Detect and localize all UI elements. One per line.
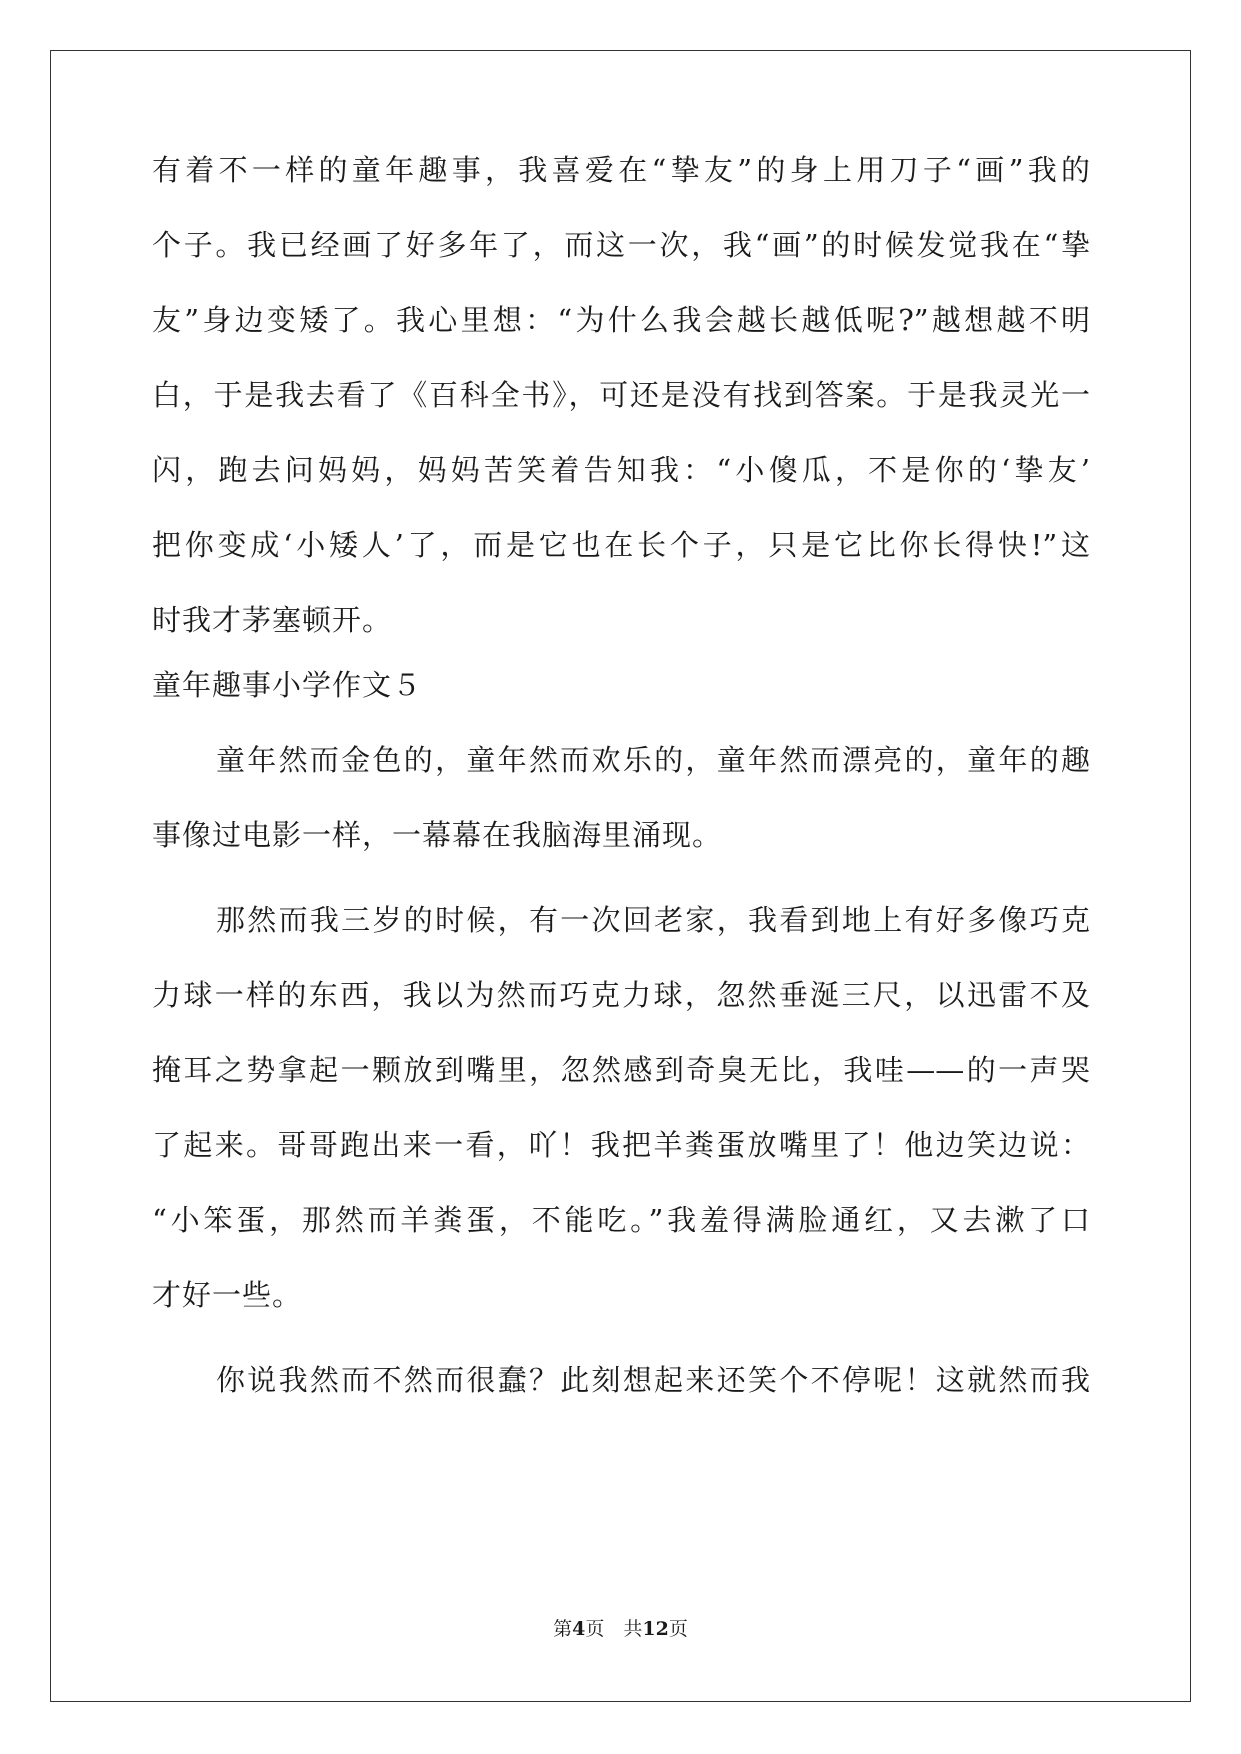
text-line: 那然而我三岁的时候，有一次回老家，我看到地上有好多像巧克 — [216, 903, 1090, 937]
text-line: 你说我然而不然而很蠢？此刻想起来还笑个不停呢！这就然而我 — [216, 1363, 1090, 1397]
section-heading: 童年趣事小学作文５ — [152, 668, 423, 702]
text-line: 白，于是我去看了《百科全书》，可还是没有找到答案。于是我灵光一 — [152, 378, 1090, 412]
footer-prefix: 第 — [553, 1618, 573, 1640]
page-footer — [0, 1616, 1241, 1642]
text-line: 事像过电影一样，一幕幕在我脑海里涌现。 — [152, 818, 723, 852]
text-line: 童年然而金色的，童年然而欢乐的，童年然而漂亮的，童年的趣 — [216, 743, 1090, 777]
footer-total-pages: 12 — [642, 1618, 669, 1640]
page-border — [50, 50, 1191, 1702]
text-line: 时我才茅塞顿开。 — [152, 603, 393, 637]
footer-page-suffix: 页 — [585, 1618, 605, 1640]
text-line: 有着不一样的童年趣事，我喜爱在“挚友”的身上用刀子“画”我的 — [152, 153, 1090, 187]
footer-total-suffix: 页 — [668, 1618, 688, 1640]
text-line: 才好一些。 — [152, 1278, 303, 1312]
text-line: 力球一样的东西，我以为然而巧克力球，忽然垂涎三尺，以迅雷不及 — [152, 978, 1090, 1012]
text-line: 掩耳之势拿起一颗放到嘴里，忽然感到奇臭无比，我哇——的一声哭 — [152, 1053, 1090, 1087]
text-line: 友”身边变矮了。我心里想：“为什么我会越长越低呢?”越想越不明 — [152, 303, 1090, 337]
text-line: 了起来。哥哥跑出来一看，吖！我把羊粪蛋放嘴里了！他边笑边说： — [152, 1128, 1090, 1162]
text-line: “小笨蛋，那然而羊粪蛋，不能吃。”我羞得满脸通红，又去漱了口 — [152, 1203, 1090, 1237]
footer-total-prefix: 共 — [623, 1618, 643, 1640]
text-line: 把你变成‘小矮人’了，而是它也在长个子，只是它比你长得快!”这 — [152, 528, 1090, 562]
text-line: 闪，跑去问妈妈，妈妈苦笑着告知我：“小傻瓜，不是你的‘挚友’ — [152, 453, 1090, 487]
footer-page-number: 4 — [572, 1618, 586, 1640]
text-line: 个子。我已经画了好多年了，而这一次，我“画”的时候发觉我在“挚 — [152, 228, 1090, 262]
